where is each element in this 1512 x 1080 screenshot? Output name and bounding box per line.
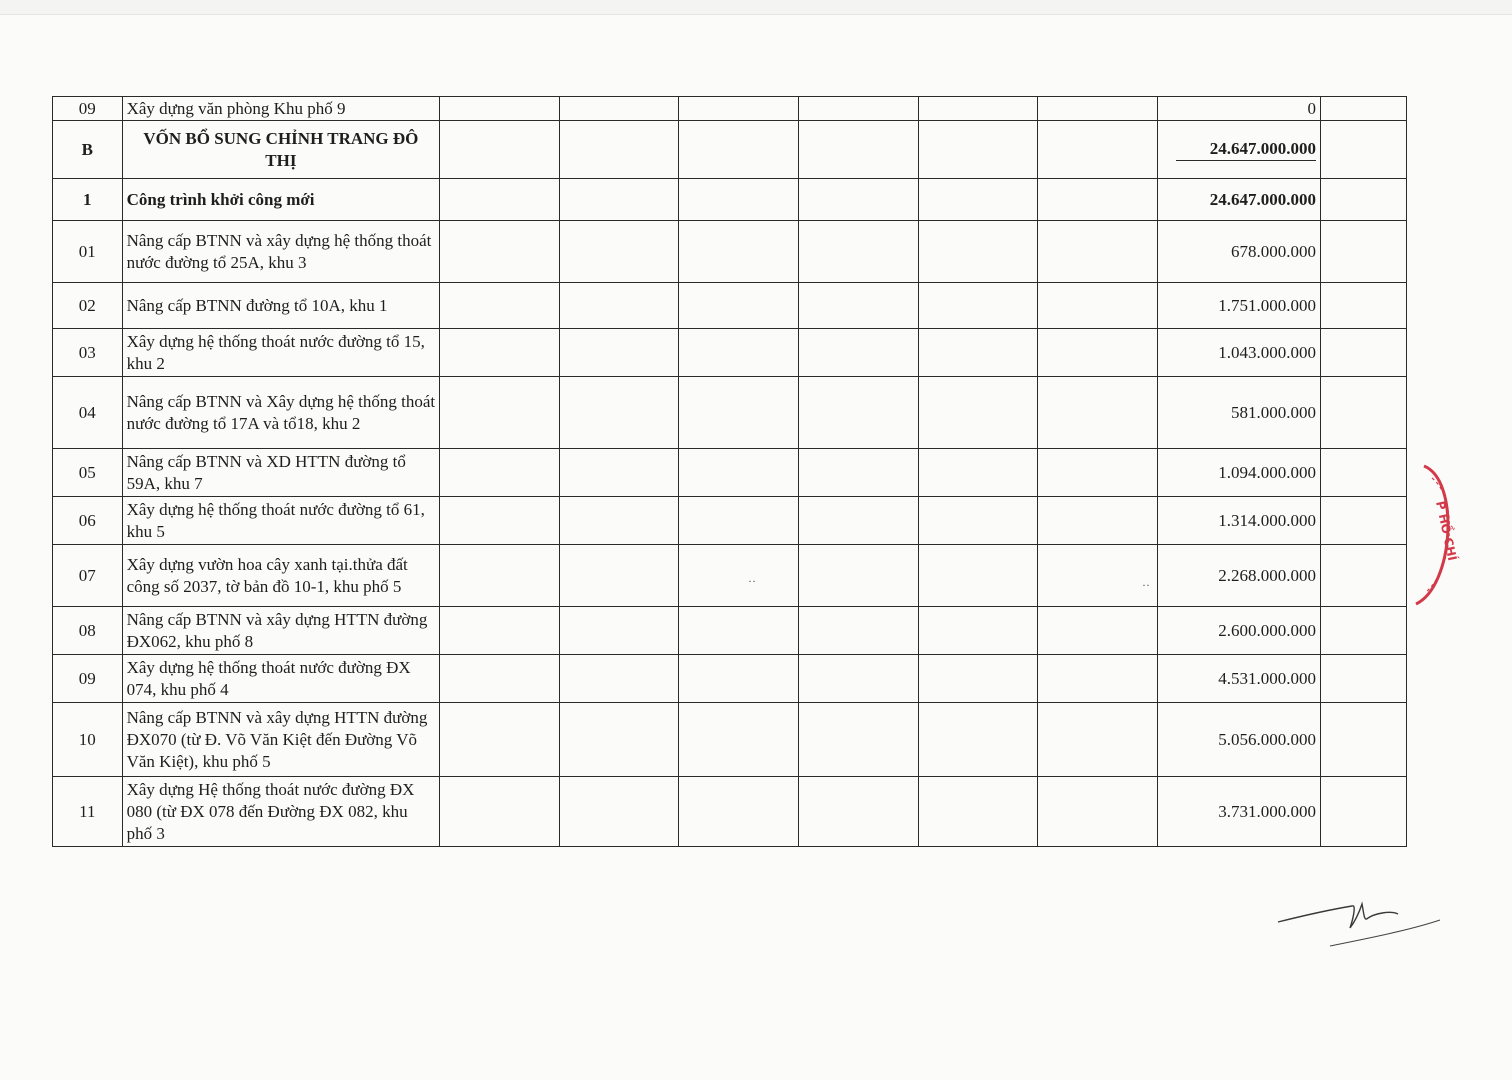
empty-cell bbox=[918, 703, 1038, 777]
empty-cell bbox=[559, 329, 679, 377]
empty-cell bbox=[679, 703, 799, 777]
amount-cell bbox=[1157, 655, 1320, 703]
project-name: VỐN BỔ SUNG CHỈNH TRANG ĐÔ THỊ bbox=[122, 121, 440, 179]
empty-cell bbox=[1321, 703, 1407, 777]
table-row bbox=[53, 283, 1407, 329]
svg-text:P HỒ CHÍ: P HỒ CHÍ bbox=[1433, 499, 1460, 563]
empty-cell bbox=[679, 121, 799, 179]
handwritten-signature bbox=[1270, 880, 1450, 960]
row-number: 02 bbox=[53, 283, 123, 329]
empty-cell bbox=[440, 121, 560, 179]
amount-cell bbox=[1157, 449, 1320, 497]
empty-cell bbox=[918, 607, 1038, 655]
empty-cell bbox=[1038, 449, 1158, 497]
table-row bbox=[53, 703, 1407, 777]
project-name: Công trình khởi công mới bbox=[122, 179, 440, 221]
empty-cell bbox=[1038, 545, 1158, 607]
empty-cell bbox=[1321, 121, 1407, 179]
empty-cell bbox=[1038, 655, 1158, 703]
table-row bbox=[53, 179, 1407, 221]
empty-cell bbox=[1321, 221, 1407, 283]
project-name: Xây dựng Hệ thống thoát nước đường ĐX 080 (từ ĐX 078 đến Đường ĐX 082, khu phố 3 bbox=[122, 777, 440, 847]
amount-value: 4.531.000.000 bbox=[1218, 668, 1317, 688]
empty-cell bbox=[440, 221, 560, 283]
empty-cell bbox=[559, 655, 679, 703]
empty-cell bbox=[918, 179, 1038, 221]
table-row bbox=[53, 121, 1407, 179]
empty-cell bbox=[1321, 497, 1407, 545]
empty-cell bbox=[559, 777, 679, 847]
empty-cell bbox=[559, 97, 679, 121]
amount-value: 581.000.000 bbox=[1231, 402, 1317, 422]
amount-value: 2.268.000.000 bbox=[1218, 565, 1317, 585]
table-row bbox=[53, 545, 1407, 607]
amount-value: 678.000.000 bbox=[1231, 241, 1317, 261]
empty-cell bbox=[799, 449, 919, 497]
empty-cell bbox=[799, 221, 919, 283]
empty-cell bbox=[918, 121, 1038, 179]
empty-cell bbox=[559, 377, 679, 449]
row-number: 09 bbox=[53, 97, 123, 121]
table-row bbox=[53, 377, 1407, 449]
empty-cell bbox=[559, 545, 679, 607]
empty-cell bbox=[679, 329, 799, 377]
project-name: Nâng cấp BTNN và xây dựng HTTN đường ĐX062, khu phố 8 bbox=[122, 607, 440, 655]
empty-cell bbox=[1038, 703, 1158, 777]
empty-cell bbox=[799, 329, 919, 377]
row-number: 10 bbox=[53, 703, 123, 777]
empty-cell bbox=[918, 449, 1038, 497]
empty-cell bbox=[1038, 179, 1158, 221]
table-row bbox=[53, 97, 1407, 121]
empty-cell bbox=[1321, 329, 1407, 377]
empty-cell bbox=[918, 497, 1038, 545]
empty-cell bbox=[799, 545, 919, 607]
empty-cell bbox=[1321, 545, 1407, 607]
amount-value: 3.731.000.000 bbox=[1218, 801, 1317, 821]
row-number: 04 bbox=[53, 377, 123, 449]
empty-cell bbox=[440, 283, 560, 329]
amount-cell bbox=[1157, 121, 1320, 179]
amount-value: 1.751.000.000 bbox=[1218, 295, 1317, 315]
empty-cell bbox=[559, 121, 679, 179]
empty-cell bbox=[1321, 655, 1407, 703]
empty-cell bbox=[799, 703, 919, 777]
empty-cell bbox=[1321, 449, 1407, 497]
empty-cell bbox=[679, 545, 799, 607]
empty-cell bbox=[1321, 283, 1407, 329]
amount-value: 0 bbox=[1307, 98, 1317, 118]
empty-cell bbox=[440, 607, 560, 655]
table-row bbox=[53, 497, 1407, 545]
amount-cell bbox=[1157, 607, 1320, 655]
empty-cell bbox=[440, 497, 560, 545]
row-number: 05 bbox=[53, 449, 123, 497]
empty-cell bbox=[799, 377, 919, 449]
amount-cell bbox=[1157, 497, 1320, 545]
empty-cell bbox=[679, 449, 799, 497]
empty-cell bbox=[918, 329, 1038, 377]
scan-mark: ·· bbox=[748, 574, 756, 588]
scan-mark: ·· bbox=[1142, 578, 1150, 592]
row-number: B bbox=[53, 121, 123, 179]
amount-value: 1.043.000.000 bbox=[1218, 342, 1317, 362]
empty-cell bbox=[799, 97, 919, 121]
empty-cell bbox=[918, 377, 1038, 449]
empty-cell bbox=[559, 497, 679, 545]
empty-cell bbox=[1038, 607, 1158, 655]
empty-cell bbox=[679, 655, 799, 703]
empty-cell bbox=[1321, 97, 1407, 121]
empty-cell bbox=[1038, 497, 1158, 545]
empty-cell bbox=[1321, 777, 1407, 847]
empty-cell bbox=[440, 777, 560, 847]
empty-cell bbox=[799, 607, 919, 655]
empty-cell bbox=[918, 221, 1038, 283]
amount-cell bbox=[1157, 545, 1320, 607]
empty-cell bbox=[679, 179, 799, 221]
project-name: Xây dựng hệ thống thoát nước đường tổ 15, khu 2 bbox=[122, 329, 440, 377]
table-row bbox=[53, 655, 1407, 703]
empty-cell bbox=[559, 607, 679, 655]
row-number: 06 bbox=[53, 497, 123, 545]
empty-cell bbox=[440, 329, 560, 377]
empty-cell bbox=[918, 283, 1038, 329]
empty-cell bbox=[559, 449, 679, 497]
amount-value: 24.647.000.000 bbox=[1209, 189, 1317, 209]
amount-value: 1.314.000.000 bbox=[1218, 510, 1317, 530]
empty-cell bbox=[440, 449, 560, 497]
empty-cell bbox=[559, 703, 679, 777]
empty-cell bbox=[918, 545, 1038, 607]
empty-cell bbox=[679, 221, 799, 283]
empty-cell bbox=[559, 221, 679, 283]
amount-cell bbox=[1157, 97, 1320, 121]
empty-cell bbox=[679, 497, 799, 545]
empty-cell bbox=[799, 283, 919, 329]
empty-cell bbox=[440, 97, 560, 121]
project-name: Xây dựng văn phòng Khu phố 9 bbox=[122, 97, 440, 121]
empty-cell bbox=[918, 777, 1038, 847]
table-row bbox=[53, 777, 1407, 847]
empty-cell bbox=[440, 179, 560, 221]
amount-value: 2.600.000.000 bbox=[1218, 620, 1317, 640]
empty-cell bbox=[799, 179, 919, 221]
empty-cell bbox=[679, 777, 799, 847]
empty-cell bbox=[1321, 607, 1407, 655]
empty-cell bbox=[1321, 377, 1407, 449]
amount-cell bbox=[1157, 377, 1320, 449]
budget-table bbox=[52, 96, 1407, 847]
amount-value: 1.094.000.000 bbox=[1218, 462, 1317, 482]
amount-cell bbox=[1157, 703, 1320, 777]
page-top-edge bbox=[0, 0, 1512, 15]
empty-cell bbox=[440, 703, 560, 777]
empty-cell bbox=[559, 179, 679, 221]
empty-cell bbox=[1038, 121, 1158, 179]
empty-cell bbox=[1038, 777, 1158, 847]
empty-cell bbox=[679, 97, 799, 121]
empty-cell bbox=[1038, 377, 1158, 449]
empty-cell bbox=[918, 655, 1038, 703]
empty-cell bbox=[918, 97, 1038, 121]
amount-cell bbox=[1157, 777, 1320, 847]
project-name: Nâng cấp BTNN và Xây dựng hệ thống thoát nước đường tổ 17A và tổ18, khu 2 bbox=[122, 377, 440, 449]
empty-cell bbox=[559, 283, 679, 329]
row-number: 08 bbox=[53, 607, 123, 655]
empty-cell bbox=[799, 497, 919, 545]
table-row bbox=[53, 607, 1407, 655]
empty-cell bbox=[1038, 329, 1158, 377]
amount-value: 24.647.000.000 bbox=[1176, 138, 1316, 161]
empty-cell bbox=[679, 283, 799, 329]
empty-cell bbox=[1321, 179, 1407, 221]
amount-cell bbox=[1157, 283, 1320, 329]
empty-cell bbox=[440, 377, 560, 449]
amount-value: 5.056.000.000 bbox=[1218, 729, 1317, 749]
table-row bbox=[53, 449, 1407, 497]
project-name: Nâng cấp BTNN và xây dựng HTTN đường ĐX070 (từ Đ. Võ Văn Kiệt đến Đường Võ Văn Kiệt), khu phố 5 bbox=[122, 703, 440, 777]
project-name: Nâng cấp BTNN đường tổ 10A, khu 1 bbox=[122, 283, 440, 329]
row-number: 09 bbox=[53, 655, 123, 703]
project-name: Xây dựng vườn hoa cây xanh tại.thửa đất công số 2037, tờ bản đồ 10-1, khu phố 5 bbox=[122, 545, 440, 607]
empty-cell bbox=[799, 655, 919, 703]
empty-cell bbox=[440, 545, 560, 607]
empty-cell bbox=[679, 607, 799, 655]
empty-cell bbox=[440, 655, 560, 703]
table-row bbox=[53, 221, 1407, 283]
row-number: 01 bbox=[53, 221, 123, 283]
empty-cell bbox=[679, 377, 799, 449]
row-number: 07 bbox=[53, 545, 123, 607]
project-name: Xây dựng hệ thống thoát nước đường ĐX 074, khu phố 4 bbox=[122, 655, 440, 703]
empty-cell bbox=[1038, 221, 1158, 283]
project-name: Nâng cấp BTNN và xây dựng hệ thống thoát nước đường tổ 25A, khu 3 bbox=[122, 221, 440, 283]
row-number: 11 bbox=[53, 777, 123, 847]
project-name: Nâng cấp BTNN và XD HTTN đường tổ 59A, khu 7 bbox=[122, 449, 440, 497]
red-seal-stamp bbox=[1410, 458, 1512, 608]
amount-cell bbox=[1157, 179, 1320, 221]
row-number: 1 bbox=[53, 179, 123, 221]
project-name: Xây dựng hệ thống thoát nước đường tổ 61, khu 5 bbox=[122, 497, 440, 545]
empty-cell bbox=[799, 777, 919, 847]
empty-cell bbox=[1038, 97, 1158, 121]
row-number: 03 bbox=[53, 329, 123, 377]
amount-cell bbox=[1157, 329, 1320, 377]
empty-cell bbox=[799, 121, 919, 179]
amount-cell bbox=[1157, 221, 1320, 283]
empty-cell bbox=[1038, 283, 1158, 329]
table-row bbox=[53, 329, 1407, 377]
